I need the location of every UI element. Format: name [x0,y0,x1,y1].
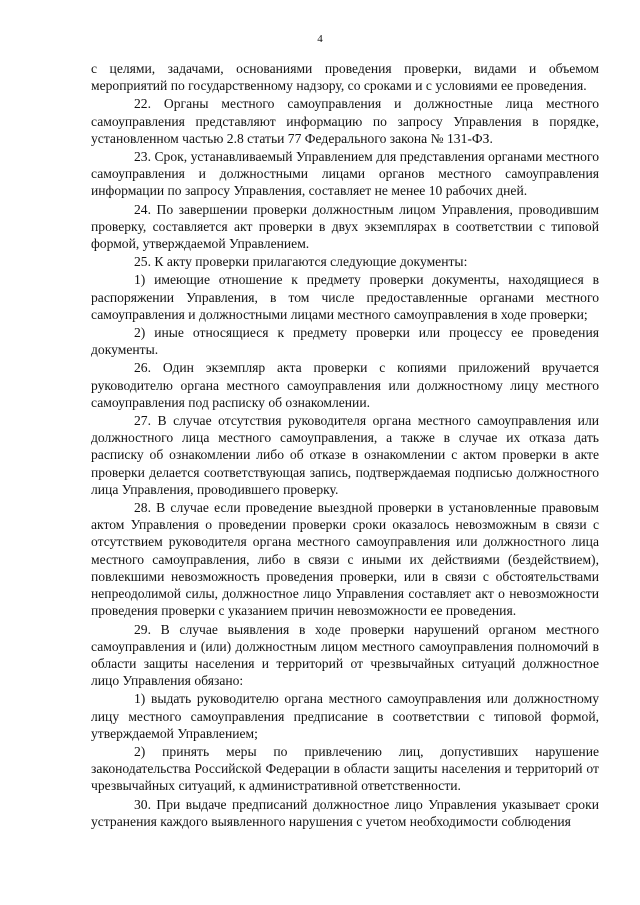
paragraph-23: 23. Срок, устанавливаемый Управлением для представления органами местного самоуправления и должностными лицами органов местного самоуправления информации по запросу Управления, составляет не менее 10 рабочих дней. [91,149,599,199]
paragraph-25: 25. К акту проверки прилагаются следующие документы: [134,254,468,270]
page-number: 4 [317,33,323,45]
paragraph-29-item-1: 1) выдать руководителю органа местного самоуправления или должностному лицу местного самоуправления предписание в соответствии с типовой формой, утверждаемой Управлением; [91,691,599,741]
paragraph-30: 30. При выдаче предписаний должностное лицо Управления указывает сроки устранения каждого выявленного нарушения с учетом необходимости соблюдения [91,796,599,829]
paragraph-27: 27. В случае отсутствия руководителя органа местного самоуправления или должностного лица местного самоуправления, а также в случае их отказа дать расписку об ознакомлении либо об отказе в ознакомлении с актом проверки в акте проверки делается соответствующая запись, подтверждаемая подписью должностного лица Управления, проводившего проверку. [91,413,599,497]
paragraph-29-item-2: 2) принять меры по привлечению лиц, допустивших нарушение законодательства Российской Федерации в области защиты населения и территорий от чрезвычайных ситуаций, к административной ответственности. [91,743,599,794]
paragraph-28: 28. В случае если проведение выездной проверки в установленные правовым актом Управления о проведении проверки сроки оказалось невозможным в связи с отсутствием руководителя органа местного самоуправления или должностного лица местного самоуправления, либо в связи с иными их действиями (бездействием), повлекшими невозможность проведения проверки, или в связи с обстоятельствами непреодолимой силы, должностное лицо Управления составляет акт о невозможности проведения проверки с указанием причин невозможности ее проведения. [91,500,599,619]
paragraph-29: 29. В случае выявления в ходе проверки нарушений органом местного самоуправления и (или) должностным лицом местного самоуправления полномочий в области защиты населения и территорий от чрезвычайных ситуаций должностное лицо Управления обязано: [91,621,599,689]
paragraph-continuation: с целями, задачами, основаниями проведения проверки, видами и объемом мероприятий по государственному надзору, со сроками и с условиями ее проведения. [91,61,599,94]
paragraph-22: 22. Органы местного самоуправления и должностные лица местного самоуправления представляют информацию по запросу Управления в порядке, установленном частью 2.8 статьи 77 Федерального закона № 131-ФЗ. [91,96,599,146]
paragraph-25-item-1: 1) имеющие отношение к предмету проверки документы, находящиеся в распоряжении Управления, в том числе предоставленные органами местного самоуправления и должностными лицами местного самоуправления в ходе проверки; [91,272,599,322]
paragraph-26: 26. Один экземпляр акта проверки с копиями приложений вручается руководителю органа местного самоуправления или должностному лицу местного самоуправления под расписку об ознакомлении. [91,360,599,410]
paragraph-25-item-2: 2) иные относящиеся к предмету проверки или процессу ее проведения документы. [91,325,599,358]
document-body [91,60,599,830]
paragraph-24: 24. По завершении проверки должностным лицом Управления, проводившим проверку, составляется акт проверки в двух экземплярах в соответствии с типовой формой, утверждаемой Управлением. [91,201,599,252]
